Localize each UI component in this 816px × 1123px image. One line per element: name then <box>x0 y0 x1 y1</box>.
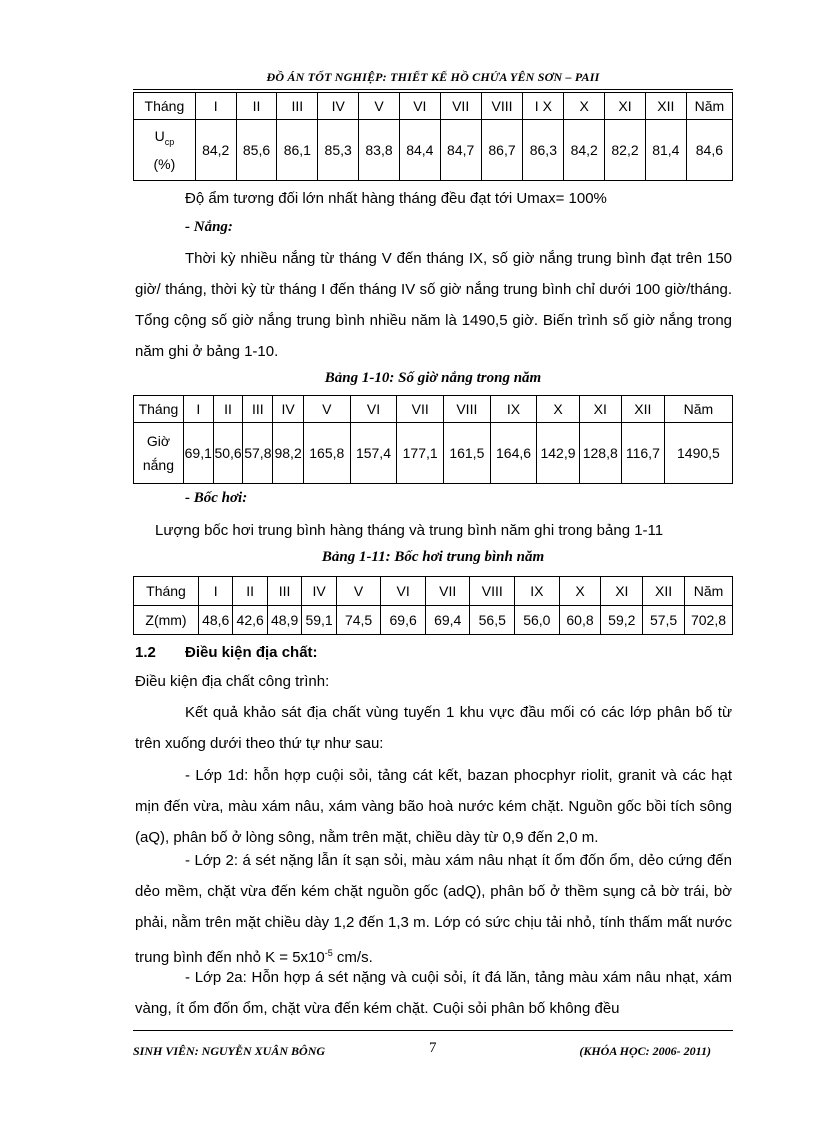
header-cell: XII <box>621 396 664 423</box>
header-cell: IX <box>515 577 560 606</box>
header-cell: VIII <box>481 93 523 120</box>
value-cell: 59,1 <box>302 606 336 635</box>
header-cell: III <box>243 396 273 423</box>
header-cell: I <box>195 93 236 120</box>
value-cell: 57,5 <box>643 606 685 635</box>
header-cell: III <box>267 577 301 606</box>
header-cell: VI <box>350 396 397 423</box>
value-cell: 56,5 <box>470 606 515 635</box>
value-cell: 86,1 <box>277 120 318 181</box>
header-cell-month-label: Tháng <box>134 577 199 606</box>
header-cell: Năm <box>664 396 732 423</box>
header-cell: I X <box>523 93 564 120</box>
table-caption-evap: Bảng 1-11: Bốc hơi trung bình năm <box>321 549 545 565</box>
value-cell: 84,4 <box>399 120 440 181</box>
value-cell: 69,6 <box>381 606 426 635</box>
value-cell: 69,1 <box>183 423 213 484</box>
page-footer <box>133 1040 733 1060</box>
value-cell: 1490,5 <box>664 423 732 484</box>
row-label: Giờ nắng <box>134 423 184 484</box>
row-label: Z(mm) <box>134 606 199 635</box>
header-cell-month-label: Tháng <box>134 93 196 120</box>
header-cell: V <box>359 93 400 120</box>
header-cell: XII <box>645 93 686 120</box>
value-cell: 161,5 <box>444 423 491 484</box>
header-cell: VII <box>425 577 470 606</box>
footer-course: (KHÓA HỌC: 2006- 2011) <box>579 1044 711 1058</box>
header-cell: II <box>233 577 267 606</box>
humidity-table <box>133 92 733 181</box>
table-row <box>134 120 733 181</box>
value-cell: 164,6 <box>490 423 537 484</box>
value-cell: 142,9 <box>537 423 579 484</box>
evap-heading: - Bốc hơi: <box>185 490 248 506</box>
header-cell: XI <box>601 577 643 606</box>
header-cell: Năm <box>685 577 733 606</box>
footer-divider <box>133 1030 733 1031</box>
value-cell: 84,6 <box>686 120 732 181</box>
header-cell: XI <box>579 396 621 423</box>
value-cell: 157,4 <box>350 423 397 484</box>
header-cell: IV <box>318 93 359 120</box>
footer-student: SINH VIÊN: NGUYỄN XUÂN BÔNG <box>133 1044 326 1058</box>
header-cell: XI <box>605 93 646 120</box>
page-number: 7 <box>429 1040 437 1056</box>
value-cell: 42,6 <box>233 606 267 635</box>
geology-paragraph-1: Kết quả khảo sát địa chất vùng tuyến 1 khu vực đầu mối có các lớp phân bố từ trên xuống dưới theo thứ tự như sau: <box>135 704 732 752</box>
table-row <box>134 606 733 635</box>
header-cell: X <box>564 93 605 120</box>
value-cell: 85,6 <box>236 120 277 181</box>
value-cell: 116,7 <box>621 423 664 484</box>
table-caption-sun: Bảng 1-10: Số giờ nắng trong năm <box>324 370 542 386</box>
header-cell: X <box>537 396 579 423</box>
value-cell: 48,6 <box>198 606 232 635</box>
geology-paragraph-4: - Lớp 2a: Hỗn hợp á sét nặng và cuội sỏi, ít đá lăn, tảng màu xám nâu nhạt, xám vàng, ít ổm đốn ổm, chặt vừa đến kém chặt. Cuội sỏi phân bố không đều <box>135 969 732 1017</box>
section-number: 1.2 <box>135 644 156 661</box>
value-cell: 98,2 <box>273 423 304 484</box>
value-cell: 60,8 <box>559 606 601 635</box>
header-cell: IX <box>490 396 537 423</box>
value-cell: 81,4 <box>645 120 686 181</box>
value-cell: 83,8 <box>359 120 400 181</box>
header-cell: XII <box>643 577 685 606</box>
value-cell: 702,8 <box>685 606 733 635</box>
value-cell: 84,7 <box>440 120 481 181</box>
header-cell: X <box>559 577 601 606</box>
header-cell: VI <box>399 93 440 120</box>
section-heading <box>135 644 318 661</box>
geology-intro: Điều kiện địa chất công trình: <box>135 673 330 690</box>
geology-paragraph-3: - Lớp 2: á sét nặng lẫn ít sạn sỏi, màu xám nâu nhạt ít ổm đốn ổm, dẻo cứng đến dẻo mềm, chặt vừa đến kém chặt nguồn gốc (adQ), phân bố ở thềm sụng cả bờ trái, bờ phải, nằm trên mặt chiều dày 1,2 đến 1,3 m. Lớp có sức chịu tải nhỏ, tính thấm mất nước trung bình đến nhỏ $K = 5x10^{-5}$ cm/s. <box>135 852 732 966</box>
value-cell: 84,2 <box>195 120 236 181</box>
header-cell: I <box>198 577 232 606</box>
evap-note: Lượng bốc hơi trung bình hàng tháng và trung bình năm ghi trong bảng 1-11 <box>155 522 664 539</box>
row-label: $U_{cp}$ (%) <box>134 120 196 181</box>
table-row <box>134 423 733 484</box>
value-cell: 128,8 <box>579 423 621 484</box>
header-cell: IV <box>302 577 336 606</box>
header-cell: V <box>336 577 381 606</box>
value-cell: 84,2 <box>564 120 605 181</box>
sun-heading: - Nắng: <box>185 219 233 235</box>
header-divider <box>133 89 733 90</box>
evaporation-table <box>133 576 733 635</box>
section-title: Điều kiện địa chất: <box>185 644 318 661</box>
table-header-row <box>134 577 733 606</box>
sunshine-table <box>133 395 733 484</box>
header-cell: VII <box>440 93 481 120</box>
value-cell: 165,8 <box>303 423 350 484</box>
value-cell: 86,7 <box>481 120 523 181</box>
value-cell: 177,1 <box>397 423 444 484</box>
header-cell: III <box>277 93 318 120</box>
geology-paragraph-2: - Lớp 1d: hỗn hợp cuội sỏi, tảng cát kết, bazan phocphyr riolit, granit và các hạt mịn đến vừa, màu xám nâu, xám vàng bão hoà nước kém chặt. Nguồn gốc bồi tích sông (aQ), phân bố ở lòng sông, nằm trên mặt, chiều dày từ 0,9 đến 2,0 m. <box>135 767 732 846</box>
value-cell: 57,8 <box>243 423 273 484</box>
page-header: ĐỒ ÁN TỐT NGHIỆP: THIẾT KẾ HỒ CHỨA YÊN SƠN – PAII <box>266 70 600 84</box>
header-cell: VIII <box>470 577 515 606</box>
value-cell: 48,9 <box>267 606 301 635</box>
header-cell: II <box>213 396 243 423</box>
value-cell: 59,2 <box>601 606 643 635</box>
value-cell: 69,4 <box>425 606 470 635</box>
header-cell: I <box>183 396 213 423</box>
value-cell: 50,6 <box>213 423 243 484</box>
header-cell: II <box>236 93 277 120</box>
sun-paragraph: Thời kỳ nhiều nắng từ tháng V đến tháng IX, số giờ nắng trung bình đạt trên 150 giờ/ tháng, thời kỳ từ tháng I đến tháng IV số giờ nắng trung bình chỉ dưới 100 giờ/tháng. Tổng cộng số giờ nắng trung bình nhiều năm là 1490,5 giờ. Biến trình số giờ nắng trong năm ghi ở bảng 1-10. <box>135 250 732 360</box>
table-header-row <box>134 93 733 120</box>
value-cell: 85,3 <box>318 120 359 181</box>
header-cell: VIII <box>444 396 491 423</box>
humidity-note: Độ ẩm tương đối lớn nhất hàng tháng đều đạt tới Umax= 100% <box>185 190 607 207</box>
header-cell: IV <box>273 396 304 423</box>
header-cell: Năm <box>686 93 732 120</box>
value-cell: 86,3 <box>523 120 564 181</box>
header-cell-month-label: Tháng <box>134 396 184 423</box>
value-cell: 82,2 <box>605 120 646 181</box>
value-cell: 74,5 <box>336 606 381 635</box>
header-cell: V <box>303 396 350 423</box>
header-cell: VI <box>381 577 426 606</box>
value-cell: 56,0 <box>515 606 560 635</box>
table-header-row <box>134 396 733 423</box>
header-cell: VII <box>397 396 444 423</box>
